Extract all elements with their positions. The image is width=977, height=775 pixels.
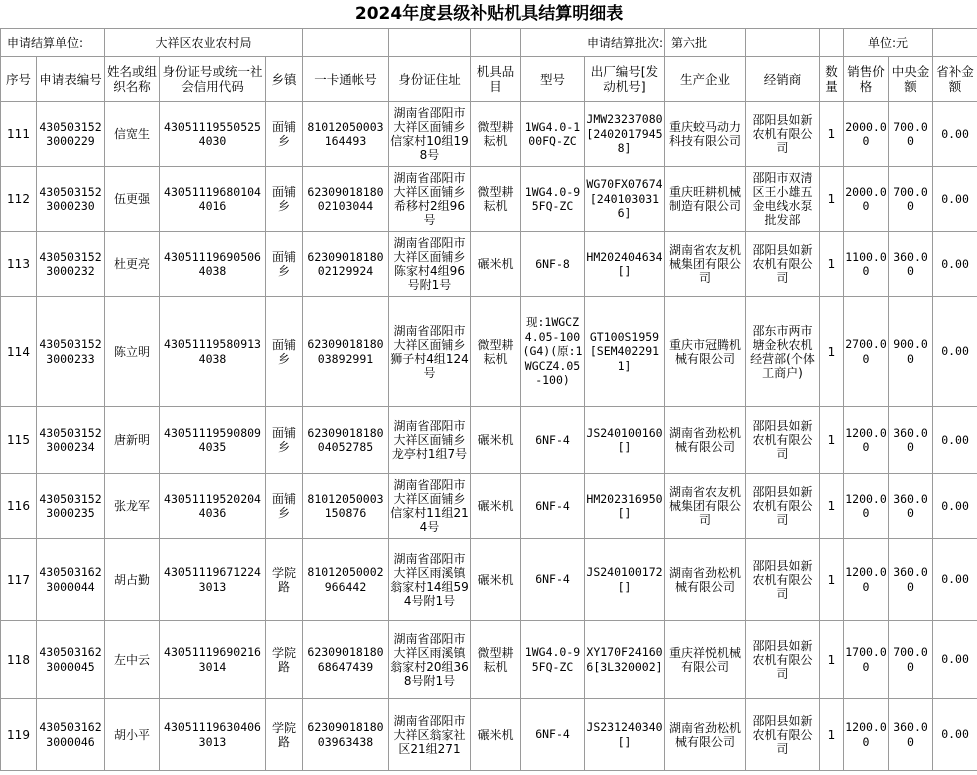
cell-name: 胡小平 <box>105 699 160 771</box>
cell-town: 学院路 <box>266 621 303 699</box>
header-factory-no: 出厂编号[发动机号] <box>585 57 665 102</box>
cell-dealer: 邵阳县如新农机有限公司 <box>746 699 820 771</box>
cell-qty: 1 <box>820 407 844 474</box>
cell-item: 碾米机 <box>471 474 521 539</box>
cell-province: 0.00 <box>933 474 977 539</box>
header-dealer: 经销商 <box>746 57 820 102</box>
cell-app-no: 4305031523000230 <box>37 167 105 232</box>
cell-price: 2000.00 <box>844 102 889 167</box>
cell-name: 左中云 <box>105 621 160 699</box>
info-blank-2 <box>389 29 471 57</box>
cell-address: 湖南省邵阳市大祥区面铺乡陈家村4组96号附1号 <box>389 232 471 297</box>
cell-province: 0.00 <box>933 297 977 407</box>
header-name: 姓名或组织名称 <box>105 57 160 102</box>
cell-price: 1700.00 <box>844 621 889 699</box>
cell-province: 0.00 <box>933 232 977 297</box>
cell-card: 6230901818003892991 <box>303 297 389 407</box>
cell-address: 湖南省邵阳市大祥区翁家社区21组271 <box>389 699 471 771</box>
cell-price: 1200.00 <box>844 539 889 621</box>
cell-address: 湖南省邵阳市大祥区雨溪镇翁家村14组594号附1号 <box>389 539 471 621</box>
cell-central: 700.00 <box>889 102 933 167</box>
cell-town: 面铺乡 <box>266 297 303 407</box>
cell-town: 学院路 <box>266 539 303 621</box>
cell-name: 信宽生 <box>105 102 160 167</box>
cell-item: 碾米机 <box>471 232 521 297</box>
cell-model: 现:1WGCZ4.05-100(G4)(原:1WGCZ4.05-100) <box>521 297 585 407</box>
cell-factory-no: HM202316950[] <box>585 474 665 539</box>
cell-item: 微型耕耘机 <box>471 297 521 407</box>
cell-card: 6230901818004052785 <box>303 407 389 474</box>
table-row <box>1 474 977 539</box>
cell-price: 1200.00 <box>844 407 889 474</box>
header-province: 省补金额 <box>933 57 977 102</box>
cell-name: 胡占勤 <box>105 539 160 621</box>
cell-name: 杜更亮 <box>105 232 160 297</box>
cell-id-no: 430511195505254030 <box>160 102 266 167</box>
cell-factory-no: WG70FX07674[2401030316] <box>585 167 665 232</box>
cell-factory-no: GT100S1959[SEM4022911] <box>585 297 665 407</box>
cell-price: 1100.00 <box>844 232 889 297</box>
cell-card: 6230901818002129924 <box>303 232 389 297</box>
info-blank-4 <box>746 29 820 57</box>
cell-central: 700.00 <box>889 167 933 232</box>
cell-app-no: 4305031523000229 <box>37 102 105 167</box>
batch-value: 第六批 <box>665 29 746 57</box>
cell-maker: 湖南省劲松机械有限公司 <box>665 407 746 474</box>
table-row <box>1 232 977 297</box>
header-maker: 生产企业 <box>665 57 746 102</box>
cell-price: 1200.00 <box>844 699 889 771</box>
cell-qty: 1 <box>820 232 844 297</box>
cell-central: 700.00 <box>889 621 933 699</box>
cell-price: 1200.00 <box>844 474 889 539</box>
cell-id-no: 430511196905064038 <box>160 232 266 297</box>
cell-item: 碾米机 <box>471 539 521 621</box>
cell-factory-no: JS240100160[] <box>585 407 665 474</box>
cell-address: 湖南省邵阳市大祥区面铺乡龙亭村1组7号 <box>389 407 471 474</box>
table-row <box>1 621 977 699</box>
currency-label: 单位:元 <box>844 29 933 57</box>
cell-central: 360.00 <box>889 539 933 621</box>
cell-app-no: 4305031623000045 <box>37 621 105 699</box>
header-model: 型号 <box>521 57 585 102</box>
cell-address: 湖南省邵阳市大祥区面铺乡信家村10组198号 <box>389 102 471 167</box>
cell-item: 碾米机 <box>471 407 521 474</box>
cell-id-no: 430511196902163014 <box>160 621 266 699</box>
table-row <box>1 102 977 167</box>
cell-price: 2700.00 <box>844 297 889 407</box>
cell-central: 360.00 <box>889 474 933 539</box>
cell-factory-no: JS231240340[] <box>585 699 665 771</box>
cell-maker: 湖南省劲松机械有限公司 <box>665 539 746 621</box>
cell-address: 湖南省邵阳市大祥区面铺乡信家村11组214号 <box>389 474 471 539</box>
cell-card: 6230901818068647439 <box>303 621 389 699</box>
cell-seq: 117 <box>1 539 37 621</box>
cell-app-no: 4305031623000044 <box>37 539 105 621</box>
cell-address: 湖南省邵阳市大祥区面铺乡狮子村4组124号 <box>389 297 471 407</box>
cell-item: 微型耕耘机 <box>471 621 521 699</box>
cell-address: 湖南省邵阳市大祥区雨溪镇翁家村20组368号附1号 <box>389 621 471 699</box>
cell-province: 0.00 <box>933 167 977 232</box>
cell-town: 面铺乡 <box>266 407 303 474</box>
cell-qty: 1 <box>820 102 844 167</box>
cell-central: 900.00 <box>889 297 933 407</box>
cell-address: 湖南省邵阳市大祥区面铺乡希移村2组96号 <box>389 167 471 232</box>
cell-dealer: 邵阳县如新农机有限公司 <box>746 407 820 474</box>
header-item: 机具品目 <box>471 57 521 102</box>
unit-label: 申请结算单位: <box>1 29 105 57</box>
cell-central: 360.00 <box>889 232 933 297</box>
cell-id-no: 430511195202044036 <box>160 474 266 539</box>
cell-central: 360.00 <box>889 699 933 771</box>
header-price: 销售价格 <box>844 57 889 102</box>
cell-qty: 1 <box>820 699 844 771</box>
cell-app-no: 4305031523000233 <box>37 297 105 407</box>
cell-factory-no: JMW23237080[24020179458] <box>585 102 665 167</box>
cell-dealer: 邵阳县如新农机有限公司 <box>746 232 820 297</box>
cell-name: 陈立明 <box>105 297 160 407</box>
cell-dealer: 邵阳县如新农机有限公司 <box>746 621 820 699</box>
cell-town: 面铺乡 <box>266 102 303 167</box>
cell-dealer: 邵阳市双清区王小雄五金电线水泵批发部 <box>746 167 820 232</box>
cell-maker: 重庆祥悦机械有限公司 <box>665 621 746 699</box>
cell-app-no: 4305031523000232 <box>37 232 105 297</box>
cell-id-no: 430511196304063013 <box>160 699 266 771</box>
header-town: 乡镇 <box>266 57 303 102</box>
table-row <box>1 167 977 232</box>
table-row <box>1 699 977 771</box>
cell-factory-no: HM202404634[] <box>585 232 665 297</box>
cell-model: 6NF-4 <box>521 539 585 621</box>
header-central: 中央金额 <box>889 57 933 102</box>
header-card: 一卡通帐号 <box>303 57 389 102</box>
cell-factory-no: XY170F241606[3L320002] <box>585 621 665 699</box>
cell-maker: 重庆市冠腾机械有限公司 <box>665 297 746 407</box>
cell-card: 81012050002966442 <box>303 539 389 621</box>
cell-model: 1WG4.0-100FQ-ZC <box>521 102 585 167</box>
cell-town: 面铺乡 <box>266 167 303 232</box>
cell-item: 微型耕耘机 <box>471 102 521 167</box>
cell-qty: 1 <box>820 297 844 407</box>
cell-app-no: 4305031523000234 <box>37 407 105 474</box>
cell-model: 6NF-4 <box>521 699 585 771</box>
unit-value: 大祥区农业农村局 <box>105 29 303 57</box>
table-row <box>1 539 977 621</box>
cell-id-no: 430511195809134038 <box>160 297 266 407</box>
cell-card: 81012050003164493 <box>303 102 389 167</box>
header-app-no: 申请表编号 <box>37 57 105 102</box>
cell-town: 面铺乡 <box>266 232 303 297</box>
cell-model: 6NF-4 <box>521 407 585 474</box>
cell-maker: 湖南省劲松机械有限公司 <box>665 699 746 771</box>
cell-seq: 114 <box>1 297 37 407</box>
cell-name: 张龙军 <box>105 474 160 539</box>
cell-model: 1WG4.0-95FQ-ZC <box>521 167 585 232</box>
cell-id-no: 430511196712243013 <box>160 539 266 621</box>
cell-seq: 112 <box>1 167 37 232</box>
cell-seq: 115 <box>1 407 37 474</box>
cell-card: 81012050003150876 <box>303 474 389 539</box>
batch-label: 申请结算批次: <box>521 29 665 57</box>
cell-qty: 1 <box>820 474 844 539</box>
cell-qty: 1 <box>820 167 844 232</box>
table-row <box>1 297 977 407</box>
cell-dealer: 邵阳县如新农机有限公司 <box>746 474 820 539</box>
header-qty: 数量 <box>820 57 844 102</box>
cell-central: 360.00 <box>889 407 933 474</box>
cell-seq: 111 <box>1 102 37 167</box>
info-blank-5 <box>820 29 844 57</box>
cell-town: 学院路 <box>266 699 303 771</box>
info-blank-3 <box>471 29 521 57</box>
header-row <box>1 57 977 102</box>
cell-province: 0.00 <box>933 539 977 621</box>
cell-town: 面铺乡 <box>266 474 303 539</box>
page-title: 2024年度县级补贴机具结算明细表 <box>1 0 977 29</box>
cell-seq: 116 <box>1 474 37 539</box>
cell-seq: 119 <box>1 699 37 771</box>
cell-seq: 113 <box>1 232 37 297</box>
cell-dealer: 邵阳县如新农机有限公司 <box>746 102 820 167</box>
cell-name: 伍更强 <box>105 167 160 232</box>
cell-item: 碾米机 <box>471 699 521 771</box>
header-id-no: 身份证号或统一社会信用代码 <box>160 57 266 102</box>
cell-price: 2000.00 <box>844 167 889 232</box>
cell-qty: 1 <box>820 539 844 621</box>
cell-province: 0.00 <box>933 102 977 167</box>
cell-model: 6NF-8 <box>521 232 585 297</box>
header-address: 身份证住址 <box>389 57 471 102</box>
cell-qty: 1 <box>820 621 844 699</box>
cell-app-no: 4305031523000235 <box>37 474 105 539</box>
cell-maker: 重庆蛟马动力科技有限公司 <box>665 102 746 167</box>
cell-province: 0.00 <box>933 407 977 474</box>
cell-model: 1WG4.0-95FQ-ZC <box>521 621 585 699</box>
cell-maker: 湖南省农友机械集团有限公司 <box>665 474 746 539</box>
info-blank-6 <box>933 29 977 57</box>
cell-card: 6230901818003963438 <box>303 699 389 771</box>
info-blank-1 <box>303 29 389 57</box>
cell-item: 微型耕耘机 <box>471 167 521 232</box>
cell-factory-no: JS240100172[] <box>585 539 665 621</box>
cell-app-no: 4305031623000046 <box>37 699 105 771</box>
cell-dealer: 邵东市两市塘金秋农机经营部(个体工商户) <box>746 297 820 407</box>
table-row <box>1 407 977 474</box>
cell-province: 0.00 <box>933 699 977 771</box>
cell-id-no: 430511196801044016 <box>160 167 266 232</box>
cell-model: 6NF-4 <box>521 474 585 539</box>
header-seq: 序号 <box>1 57 37 102</box>
cell-dealer: 邵阳县如新农机有限公司 <box>746 539 820 621</box>
cell-card: 6230901818002103044 <box>303 167 389 232</box>
cell-maker: 重庆旺耕机械制造有限公司 <box>665 167 746 232</box>
cell-maker: 湖南省农友机械集团有限公司 <box>665 232 746 297</box>
cell-id-no: 430511195908094035 <box>160 407 266 474</box>
cell-province: 0.00 <box>933 621 977 699</box>
cell-name: 唐新明 <box>105 407 160 474</box>
cell-seq: 118 <box>1 621 37 699</box>
